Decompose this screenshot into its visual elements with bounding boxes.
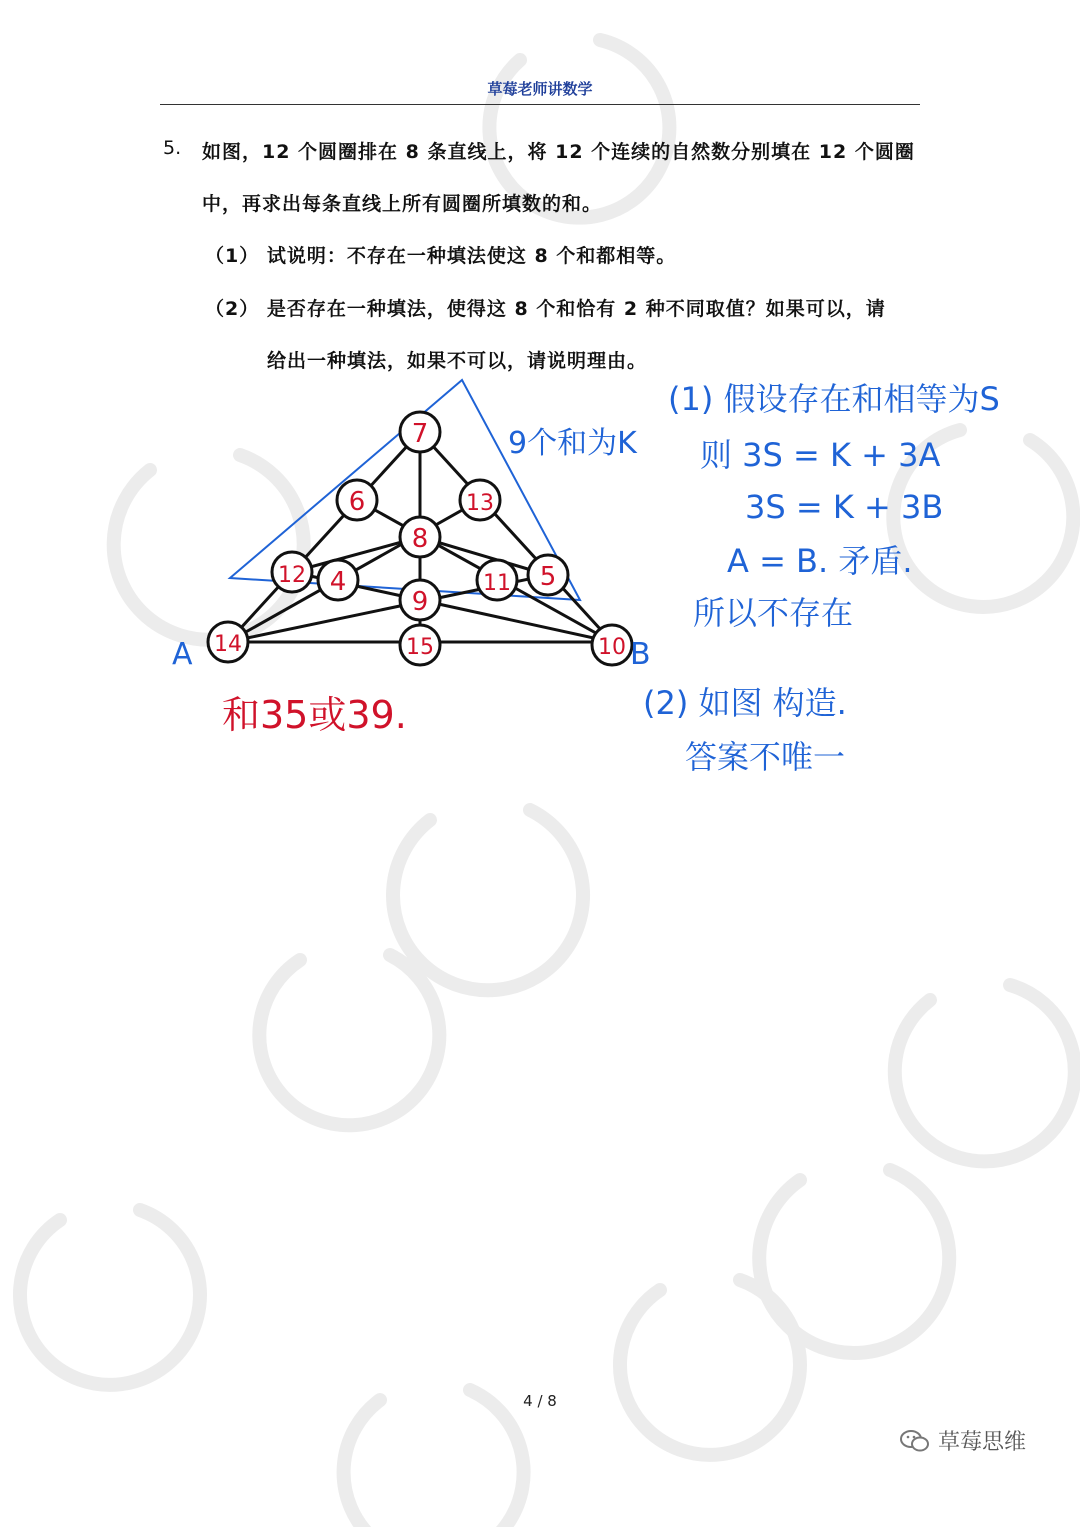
- node-label: 6: [348, 487, 366, 517]
- solution-line-4: A = B. 矛盾.: [727, 542, 913, 580]
- node-label: 5: [539, 562, 557, 592]
- node-label: 9: [411, 587, 429, 617]
- wechat-icon: [900, 1429, 930, 1453]
- line-left-edge: [228, 432, 420, 642]
- solution-line-1: (1) 假设存在和相等为S: [668, 380, 1000, 418]
- node-label: 13: [466, 491, 494, 516]
- note-k: 9个和为K: [508, 426, 637, 461]
- solution-line-5: 所以不存在: [693, 594, 854, 632]
- node-label: 14: [214, 632, 242, 657]
- node-label: 4: [329, 567, 347, 597]
- brand-name: 草莓思维: [938, 1430, 1027, 1455]
- solution-line-3: 3S = K + 3B: [745, 488, 944, 526]
- point-b-label: B: [630, 637, 651, 672]
- header-title: 草莓老师讲数学: [487, 80, 593, 98]
- node-label: 15: [406, 635, 434, 660]
- question-number: 5.: [163, 137, 182, 159]
- node-label: 11: [483, 571, 511, 596]
- note-sum: 和35或39.: [222, 693, 407, 737]
- solution-line-2: 则 3S = K + 3A: [700, 436, 941, 474]
- node-label: 12: [278, 563, 306, 588]
- node-label: 8: [411, 524, 429, 554]
- question-part-1: （1） 试说明：不存在一种填法使这 8 个和都相等。: [205, 245, 677, 267]
- solution-line-6: (2) 如图 构造.: [643, 684, 847, 722]
- node-label: 7: [411, 419, 429, 449]
- brand-badge: [900, 1425, 1026, 1456]
- node-label: 10: [598, 635, 626, 660]
- page-number: 4 / 8: [523, 1392, 557, 1410]
- question-line-2: 中，再求出每条直线上所有圆圈所填数的和。: [202, 193, 603, 215]
- line-right-edge: [420, 432, 612, 642]
- question-line-1: 如图，12 个圆圈排在 8 条直线上，将 12 个连续的自然数分别填在 12 个圆圈: [202, 141, 915, 163]
- solution-line-7: 答案不唯一: [685, 738, 846, 776]
- question-part-2-line-2: 给出一种填法，如果不可以，请说明理由。: [267, 350, 648, 372]
- point-a-label: A: [172, 637, 193, 672]
- question-part-2-line-1: （2） 是否存在一种填法，使得这 8 个和恰有 2 种不同取值？如果可以，请: [205, 298, 886, 320]
